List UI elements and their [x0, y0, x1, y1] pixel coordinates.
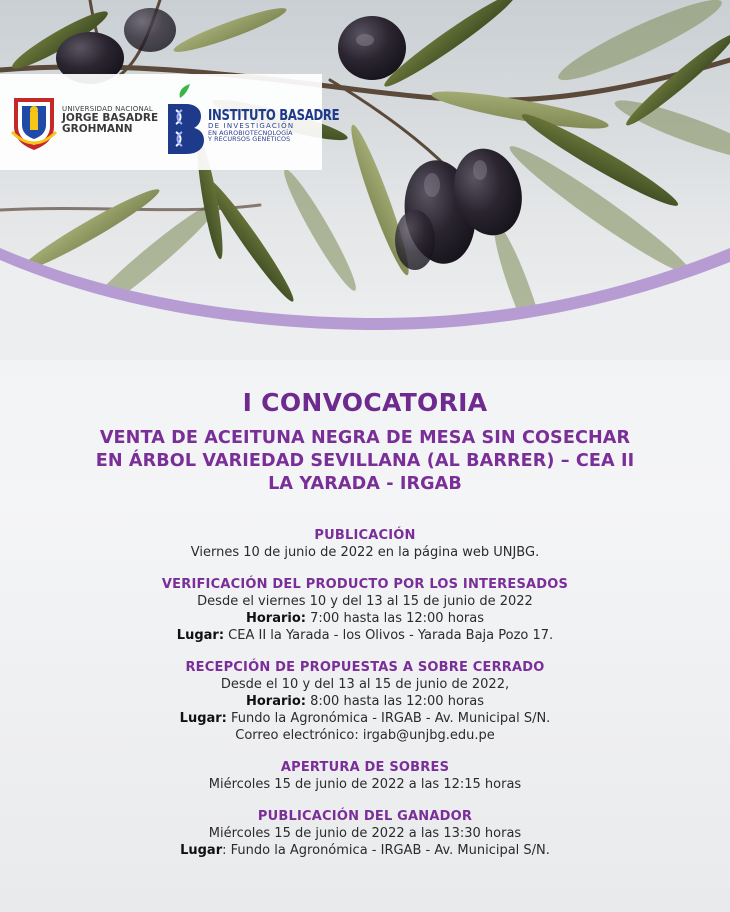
university-name-line1: UNIVERSIDAD NACIONAL: [62, 105, 153, 113]
schedule-sections: [0, 528, 730, 859]
olive-branch-photo: [0, 0, 730, 360]
line-label: Lugar:: [179, 711, 227, 726]
line-text: Correo electrónico: irgab@unjbg.edu.pe: [235, 728, 495, 743]
line-label: Horario:: [246, 611, 306, 626]
line-text: Miércoles 15 de junio de 2022 a las 13:30 horas: [208, 826, 522, 841]
section-line: [0, 842, 730, 859]
section-line: [0, 710, 730, 727]
section-line: [0, 610, 730, 627]
section-line: [0, 825, 730, 842]
section-heading: PUBLICACIÓN DEL GANADOR: [257, 809, 473, 824]
schedule-section: [0, 577, 730, 644]
institute-title: INSTITUTO BASADRE: [208, 106, 340, 124]
section-line: [0, 727, 730, 744]
institute-name: [208, 108, 376, 143]
institute-subtitle-line2: EN AGROBIOTECNOLOGÍA: [208, 129, 293, 137]
section-heading: VERIFICACIÓN DEL PRODUCTO POR LOS INTERESADOS: [161, 577, 569, 592]
schedule-section: [0, 809, 730, 859]
section-line: [0, 627, 730, 644]
line-text: Desde el viernes 10 y del 13 al 15 de junio de 2022: [197, 594, 533, 609]
section-heading: PUBLICACIÓN: [314, 528, 416, 543]
institute-subtitle-line1: DE INVESTIGACIÓN: [208, 122, 295, 130]
university-name: [62, 106, 158, 135]
university-seal-icon: [8, 92, 60, 152]
section-line: [0, 593, 730, 610]
university-name-line2: JORGE BASADRE: [62, 112, 159, 125]
schedule-section: [0, 528, 730, 561]
section-line: [0, 693, 730, 710]
line-text: 7:00 hasta las 12:00 horas: [306, 611, 484, 626]
page-subtitle: VENTA DE ACEITUNA NEGRA DE MESA SIN COSECHAR EN ÁRBOL VARIEDAD SEVILLANA (AL BARRER) – CEA II LA YARADA - IRGAB: [95, 428, 635, 494]
line-text: 8:00 hasta las 12:00 horas: [306, 694, 484, 709]
line-label: Horario:: [246, 694, 306, 709]
schedule-section: [0, 760, 730, 793]
page-title: I CONVOCATORIA: [242, 388, 488, 417]
line-text: : Fundo la Agronómica - IRGAB - Av. Municipal S/N.: [222, 843, 550, 858]
institute-subtitle-line3: Y RECURSOS GENÉTICOS: [208, 135, 291, 144]
section-heading: APERTURA DE SOBRES: [280, 760, 450, 775]
line-label: Lugar:: [176, 628, 225, 643]
schedule-section: [0, 660, 730, 744]
line-label: Lugar: [180, 843, 223, 858]
announcement-content: [0, 388, 730, 875]
section-line: [0, 776, 730, 793]
line-text: Viernes 10 de junio de 2022 en la página web UNJBG.: [190, 545, 540, 560]
section-line: [0, 676, 730, 693]
university-name-line3: GROHMANN: [62, 123, 133, 136]
logo-banner: [0, 74, 340, 170]
line-text: Fundo la Agronómica - IRGAB - Av. Municipal S/N.: [226, 711, 551, 726]
line-text: Desde el 10 y del 13 al 15 de junio de 2022,: [220, 677, 510, 692]
dna-b-logo-icon: [164, 84, 208, 160]
line-text: CEA II la Yarada - los Olivos - Yarada Baja Pozo 17.: [224, 628, 554, 643]
section-heading: RECEPCIÓN DE PROPUESTAS A SOBRE CERRADO: [185, 660, 545, 675]
section-line: [0, 544, 730, 561]
line-text: Miércoles 15 de junio de 2022 a las 12:15 horas: [208, 777, 522, 792]
